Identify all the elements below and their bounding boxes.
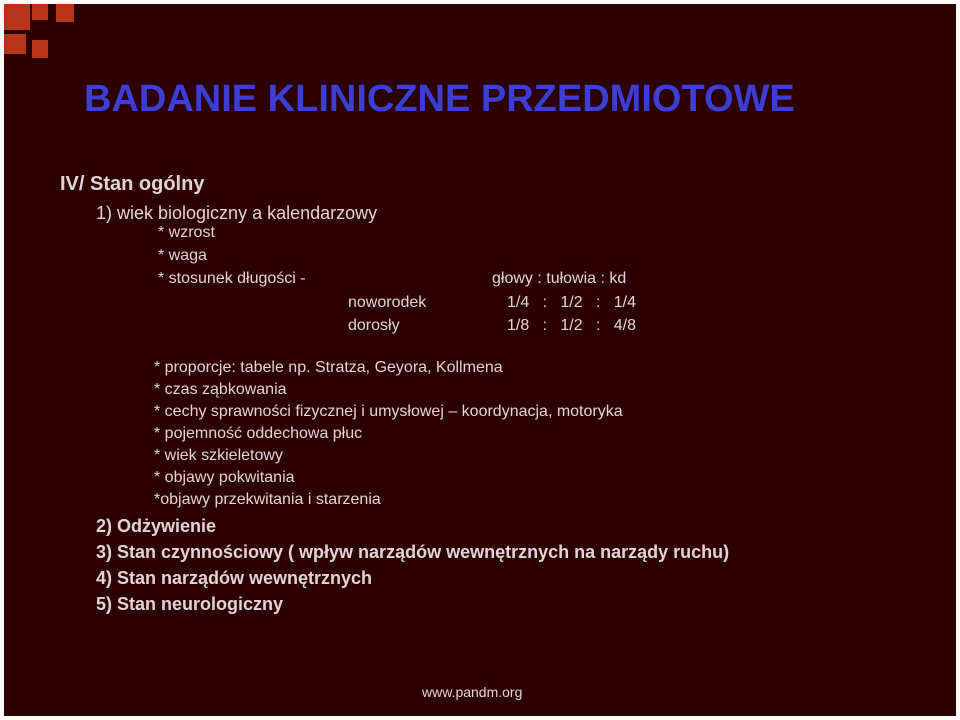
- bullet-wzrost: * wzrost: [158, 224, 215, 241]
- item-1: 1) wiek biologiczny a kalendarzowy: [96, 203, 378, 223]
- item-2: 2) Odżywienie: [96, 516, 217, 536]
- slide-title: BADANIE KLINICZNE PRZEDMIOTOWE: [84, 78, 795, 120]
- ratio-row-values: 1/4 : 1/2 : 1/4: [507, 294, 636, 311]
- bullet-proporcje: * proporcje: tabele np. Stratza, Geyora, Kollmena: [154, 359, 503, 376]
- item-4: 4) Stan narządów wewnętrznych: [96, 568, 373, 588]
- decorative-square: [56, 4, 74, 22]
- bullet-zabkowanie: * czas ząbkowania: [154, 381, 287, 398]
- ratio-row-label: noworodek: [348, 294, 427, 311]
- decorative-square: [32, 4, 48, 20]
- bullet-przekwitanie: *objawy przekwitania i starzenia: [154, 491, 381, 508]
- bullet-pokwitanie: * objawy pokwitania: [154, 469, 295, 486]
- bullet-wiek-szkieletowy: * wiek szkieletowy: [154, 447, 283, 464]
- bullet-waga: * waga: [158, 247, 207, 264]
- decorative-square: [4, 34, 26, 54]
- item-5: 5) Stan neurologiczny: [96, 594, 284, 614]
- section-heading: IV/ Stan ogólny: [60, 173, 205, 195]
- decorative-square: [4, 4, 30, 30]
- bullet-stosunek: * stosunek długości -: [158, 270, 306, 287]
- decorative-square: [32, 40, 48, 58]
- ratio-header: głowy : tułowia : kd: [492, 270, 627, 287]
- slide: [4, 4, 956, 716]
- bullet-pojemnosc: * pojemność oddechowa płuc: [154, 425, 363, 442]
- item-3: 3) Stan czynnościowy ( wpływ narządów wewnętrznych na narządy ruchu): [96, 542, 730, 562]
- ratio-row-label: dorosły: [348, 317, 400, 334]
- ratio-row-values: 1/8 : 1/2 : 4/8: [507, 317, 636, 334]
- bullet-sprawnosc: * cechy sprawności fizycznej i umysłowej – koordynacja, motoryka: [154, 403, 623, 420]
- footer-url: www.pandm.org: [422, 684, 523, 700]
